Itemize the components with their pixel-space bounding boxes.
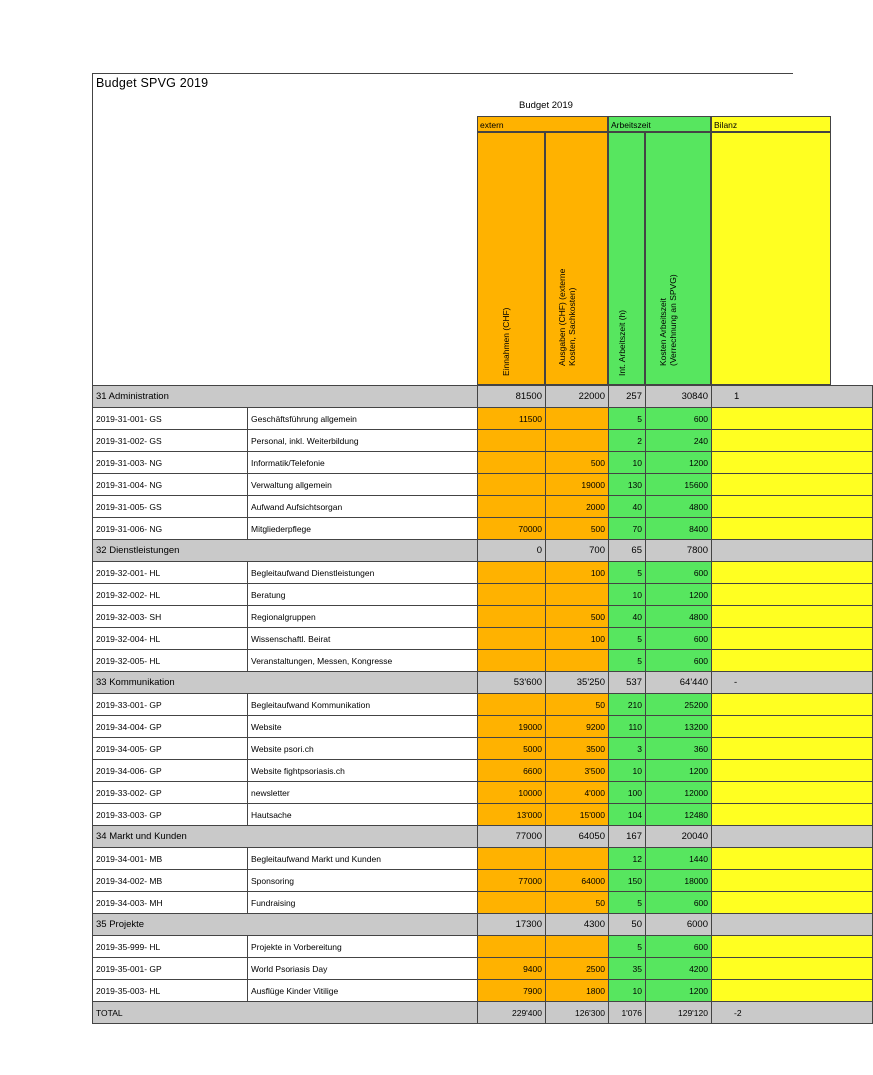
row-value: 130 xyxy=(609,474,646,496)
row-description: World Psoriasis Day xyxy=(248,958,478,980)
row-bilanz xyxy=(712,958,873,980)
row-code: 2019-32-005- HL xyxy=(93,650,248,672)
table-row xyxy=(93,848,873,870)
row-value: 12480 xyxy=(646,804,712,826)
row-value: 19000 xyxy=(478,716,546,738)
row-description: Begleitaufwand Markt und Kunden xyxy=(248,848,478,870)
row-value: 10 xyxy=(609,584,646,606)
row-value: 1800 xyxy=(546,980,609,1002)
row-value: 5000 xyxy=(478,738,546,760)
section-value: 0 xyxy=(478,540,546,562)
section-value: 229'400 xyxy=(478,1002,546,1024)
row-value: 4200 xyxy=(646,958,712,980)
section-value: 64050 xyxy=(546,826,609,848)
row-code: 2019-33-003- GP xyxy=(93,804,248,826)
row-code: 2019-34-002- MB xyxy=(93,870,248,892)
section-bilanz xyxy=(712,826,873,848)
row-value xyxy=(478,606,546,628)
section-value: 6000 xyxy=(646,914,712,936)
row-description: Veranstaltungen, Messen, Kongresse xyxy=(248,650,478,672)
table-row xyxy=(93,518,873,540)
row-value xyxy=(546,584,609,606)
sheet-title: Budget SPVG 2019 xyxy=(96,76,209,90)
row-value xyxy=(478,562,546,584)
table-row xyxy=(93,804,873,826)
row-value: 50 xyxy=(546,892,609,914)
row-value: 600 xyxy=(646,936,712,958)
row-code: 2019-34-003- MH xyxy=(93,892,248,914)
row-code: 2019-31-002- GS xyxy=(93,430,248,452)
row-value: 40 xyxy=(609,496,646,518)
section-value: 1'076 xyxy=(609,1002,646,1024)
column-header-kosten-arbeitszeit-label xyxy=(658,274,678,366)
row-description: Personal, inkl. Weiterbildung xyxy=(248,430,478,452)
group-header-extern: extern xyxy=(477,116,608,132)
row-value: 1200 xyxy=(646,584,712,606)
row-value: 8400 xyxy=(646,518,712,540)
row-value: 15600 xyxy=(646,474,712,496)
budget-table xyxy=(92,385,873,1024)
total-row xyxy=(93,1002,873,1024)
row-description: Website psori.ch xyxy=(248,738,478,760)
section-value: 64'440 xyxy=(646,672,712,694)
column-header-arbeitszeit xyxy=(608,132,645,385)
row-value: 1200 xyxy=(646,760,712,782)
row-description: Mitgliederpflege xyxy=(248,518,478,540)
section-value: 7800 xyxy=(646,540,712,562)
row-value: 100 xyxy=(609,782,646,804)
row-value xyxy=(478,848,546,870)
row-value xyxy=(546,430,609,452)
row-value: 600 xyxy=(646,628,712,650)
group-header-arbeitszeit: Arbeitszeit xyxy=(608,116,711,132)
row-code: 2019-31-003- NG xyxy=(93,452,248,474)
row-bilanz xyxy=(712,628,873,650)
row-description: Website xyxy=(248,716,478,738)
section-value: 700 xyxy=(546,540,609,562)
row-value xyxy=(546,936,609,958)
row-description: Regionalgruppen xyxy=(248,606,478,628)
row-description: Hautsache xyxy=(248,804,478,826)
row-value: 5 xyxy=(609,892,646,914)
row-value: 50 xyxy=(546,694,609,716)
row-code: 2019-35-003- HL xyxy=(93,980,248,1002)
section-value: 129'120 xyxy=(646,1002,712,1024)
table-row xyxy=(93,892,873,914)
row-value: 600 xyxy=(646,650,712,672)
row-value: 10 xyxy=(609,452,646,474)
row-code: 2019-34-004- GP xyxy=(93,716,248,738)
column-header-bilanz xyxy=(711,132,831,385)
row-value: 5 xyxy=(609,562,646,584)
row-bilanz xyxy=(712,782,873,804)
row-value: 500 xyxy=(546,518,609,540)
section-row xyxy=(93,540,873,562)
row-value: 600 xyxy=(646,892,712,914)
row-value xyxy=(478,694,546,716)
row-value: 9400 xyxy=(478,958,546,980)
row-value: 40 xyxy=(609,606,646,628)
row-description: Begleitaufwand Dienstleistungen xyxy=(248,562,478,584)
row-description: Informatik/Telefonie xyxy=(248,452,478,474)
section-value: 257 xyxy=(609,386,646,408)
section-bilanz: -2 xyxy=(712,1002,873,1024)
table-row xyxy=(93,980,873,1002)
column-header-einnahmen-label xyxy=(501,308,511,377)
row-value: 240 xyxy=(646,430,712,452)
section-value: 50 xyxy=(609,914,646,936)
table-row xyxy=(93,408,873,430)
table-row xyxy=(93,716,873,738)
column-header-line: Kosten Arbeitszeit xyxy=(658,297,668,366)
section-value: 126'300 xyxy=(546,1002,609,1024)
row-code: 2019-32-002- HL xyxy=(93,584,248,606)
group-header-bilanz: Bilanz xyxy=(711,116,831,132)
row-value: 600 xyxy=(646,562,712,584)
section-value: 53'600 xyxy=(478,672,546,694)
row-description: Projekte in Vorbereitung xyxy=(248,936,478,958)
column-header-ausgaben-label xyxy=(557,269,577,366)
row-value xyxy=(546,408,609,430)
row-value: 19000 xyxy=(546,474,609,496)
row-value: 3'500 xyxy=(546,760,609,782)
row-value: 500 xyxy=(546,606,609,628)
row-value: 2500 xyxy=(546,958,609,980)
row-bilanz xyxy=(712,650,873,672)
row-bilanz xyxy=(712,452,873,474)
column-header-line: Kosten, Sachkosten) xyxy=(566,287,577,366)
section-label: 35 Projekte xyxy=(93,914,478,936)
row-value: 4800 xyxy=(646,496,712,518)
row-value: 3500 xyxy=(546,738,609,760)
row-description: Fundraising xyxy=(248,892,478,914)
row-value: 2000 xyxy=(546,496,609,518)
row-value: 64000 xyxy=(546,870,609,892)
row-bilanz xyxy=(712,738,873,760)
row-value: 5 xyxy=(609,936,646,958)
budget-table-body xyxy=(93,386,873,1024)
row-bilanz xyxy=(712,870,873,892)
section-value: 30840 xyxy=(646,386,712,408)
row-bilanz xyxy=(712,584,873,606)
section-label: 33 Kommunikation xyxy=(93,672,478,694)
row-bilanz xyxy=(712,980,873,1002)
row-value: 5 xyxy=(609,628,646,650)
row-value: 150 xyxy=(609,870,646,892)
row-code: 2019-31-001- GS xyxy=(93,408,248,430)
row-value: 77000 xyxy=(478,870,546,892)
row-bilanz xyxy=(712,518,873,540)
row-description: Ausflüge Kinder Vitilige xyxy=(248,980,478,1002)
section-value: 77000 xyxy=(478,826,546,848)
row-description: Begleitaufwand Kommunikation xyxy=(248,694,478,716)
row-value: 100 xyxy=(546,562,609,584)
row-code: 2019-32-004- HL xyxy=(93,628,248,650)
row-code: 2019-35-001- GP xyxy=(93,958,248,980)
table-row xyxy=(93,694,873,716)
table-row xyxy=(93,452,873,474)
table-row xyxy=(93,584,873,606)
row-code: 2019-34-001- MB xyxy=(93,848,248,870)
row-code: 2019-31-006- NG xyxy=(93,518,248,540)
row-value xyxy=(478,892,546,914)
row-description: Website fightpsoriasis.ch xyxy=(248,760,478,782)
row-value: 15'000 xyxy=(546,804,609,826)
row-bilanz xyxy=(712,760,873,782)
section-value: 65 xyxy=(609,540,646,562)
row-value: 1200 xyxy=(646,980,712,1002)
section-value: 17300 xyxy=(478,914,546,936)
row-value: 5 xyxy=(609,650,646,672)
row-value: 3 xyxy=(609,738,646,760)
section-label: 31 Administration xyxy=(93,386,478,408)
section-value: 35'250 xyxy=(546,672,609,694)
row-value: 7900 xyxy=(478,980,546,1002)
table-row xyxy=(93,430,873,452)
section-label: 34 Markt und Kunden xyxy=(93,826,478,848)
sheet-subtitle: Budget 2019 xyxy=(519,100,573,111)
row-value: 360 xyxy=(646,738,712,760)
row-value: 10000 xyxy=(478,782,546,804)
row-bilanz xyxy=(712,496,873,518)
row-code: 2019-33-001- GP xyxy=(93,694,248,716)
row-value: 4'000 xyxy=(546,782,609,804)
row-code: 2019-31-005- GS xyxy=(93,496,248,518)
row-value: 18000 xyxy=(646,870,712,892)
total-label: TOTAL xyxy=(93,1002,478,1024)
row-bilanz xyxy=(712,408,873,430)
section-row xyxy=(93,386,873,408)
column-header-ausgaben xyxy=(545,132,608,385)
row-value: 2 xyxy=(609,430,646,452)
row-description: Verwaltung allgemein xyxy=(248,474,478,496)
section-row xyxy=(93,826,873,848)
row-value: 35 xyxy=(609,958,646,980)
budget-sheet xyxy=(92,73,750,1018)
section-bilanz: - xyxy=(712,672,873,694)
section-value: 81500 xyxy=(478,386,546,408)
row-value: 70 xyxy=(609,518,646,540)
row-description: Wissenschaftl. Beirat xyxy=(248,628,478,650)
row-value: 70000 xyxy=(478,518,546,540)
table-row xyxy=(93,870,873,892)
table-row xyxy=(93,650,873,672)
row-value xyxy=(478,936,546,958)
row-value xyxy=(478,496,546,518)
section-bilanz xyxy=(712,914,873,936)
row-code: 2019-33-002- GP xyxy=(93,782,248,804)
table-row xyxy=(93,738,873,760)
row-code: 2019-34-005- GP xyxy=(93,738,248,760)
row-value: 100 xyxy=(546,628,609,650)
row-code: 2019-32-001- HL xyxy=(93,562,248,584)
section-label: 32 Dienstleistungen xyxy=(93,540,478,562)
row-bilanz xyxy=(712,606,873,628)
section-value: 20040 xyxy=(646,826,712,848)
row-value: 10 xyxy=(609,980,646,1002)
row-value xyxy=(478,430,546,452)
row-value: 11500 xyxy=(478,408,546,430)
section-value: 167 xyxy=(609,826,646,848)
section-value: 22000 xyxy=(546,386,609,408)
column-header-line: Int. Arbeitszeit (h) xyxy=(616,309,627,376)
table-row xyxy=(93,760,873,782)
section-bilanz xyxy=(712,540,873,562)
section-row xyxy=(93,672,873,694)
section-bilanz: 1 xyxy=(712,386,873,408)
table-row xyxy=(93,628,873,650)
row-value: 1440 xyxy=(646,848,712,870)
row-value: 4800 xyxy=(646,606,712,628)
row-value: 210 xyxy=(609,694,646,716)
row-value xyxy=(478,650,546,672)
row-value: 25200 xyxy=(646,694,712,716)
row-description: Sponsoring xyxy=(248,870,478,892)
row-code: 2019-31-004- NG xyxy=(93,474,248,496)
row-description: Geschäftsführung allgemein xyxy=(248,408,478,430)
row-code: 2019-32-003- SH xyxy=(93,606,248,628)
row-value xyxy=(478,584,546,606)
row-value: 13200 xyxy=(646,716,712,738)
section-row xyxy=(93,914,873,936)
column-header-line: (Verrechnung an SPVG) xyxy=(668,274,678,366)
row-value xyxy=(478,474,546,496)
row-description: Beratung xyxy=(248,584,478,606)
table-row xyxy=(93,606,873,628)
column-header-line: Ausgaben (CHF) (externe xyxy=(556,268,567,366)
row-value: 12 xyxy=(609,848,646,870)
row-value xyxy=(546,848,609,870)
row-bilanz xyxy=(712,848,873,870)
row-code: 2019-35-999- HL xyxy=(93,936,248,958)
row-description: newsletter xyxy=(248,782,478,804)
table-row xyxy=(93,958,873,980)
column-header-einnahmen xyxy=(477,132,545,385)
row-value xyxy=(478,452,546,474)
row-value: 600 xyxy=(646,408,712,430)
table-row xyxy=(93,936,873,958)
row-bilanz xyxy=(712,804,873,826)
table-row xyxy=(93,782,873,804)
row-description: Aufwand Aufsichtsorgan xyxy=(248,496,478,518)
row-bilanz xyxy=(712,474,873,496)
row-value: 1200 xyxy=(646,452,712,474)
column-header-line: Einnahmen (CHF) xyxy=(501,307,511,376)
row-value: 9200 xyxy=(546,716,609,738)
table-row xyxy=(93,474,873,496)
row-value: 110 xyxy=(609,716,646,738)
row-value: 500 xyxy=(546,452,609,474)
row-value xyxy=(546,650,609,672)
row-value: 104 xyxy=(609,804,646,826)
row-value: 10 xyxy=(609,760,646,782)
row-bilanz xyxy=(712,694,873,716)
row-bilanz xyxy=(712,892,873,914)
row-value: 5 xyxy=(609,408,646,430)
section-value: 4300 xyxy=(546,914,609,936)
row-value xyxy=(478,628,546,650)
row-value: 12000 xyxy=(646,782,712,804)
table-row xyxy=(93,562,873,584)
column-header-arbeitszeit-label xyxy=(617,310,627,376)
table-row xyxy=(93,496,873,518)
row-value: 6600 xyxy=(478,760,546,782)
row-bilanz xyxy=(712,430,873,452)
column-header-kosten-arbeitszeit xyxy=(645,132,711,385)
row-code: 2019-34-006- GP xyxy=(93,760,248,782)
row-bilanz xyxy=(712,716,873,738)
section-value: 537 xyxy=(609,672,646,694)
row-bilanz xyxy=(712,562,873,584)
row-bilanz xyxy=(712,936,873,958)
row-value: 13'000 xyxy=(478,804,546,826)
